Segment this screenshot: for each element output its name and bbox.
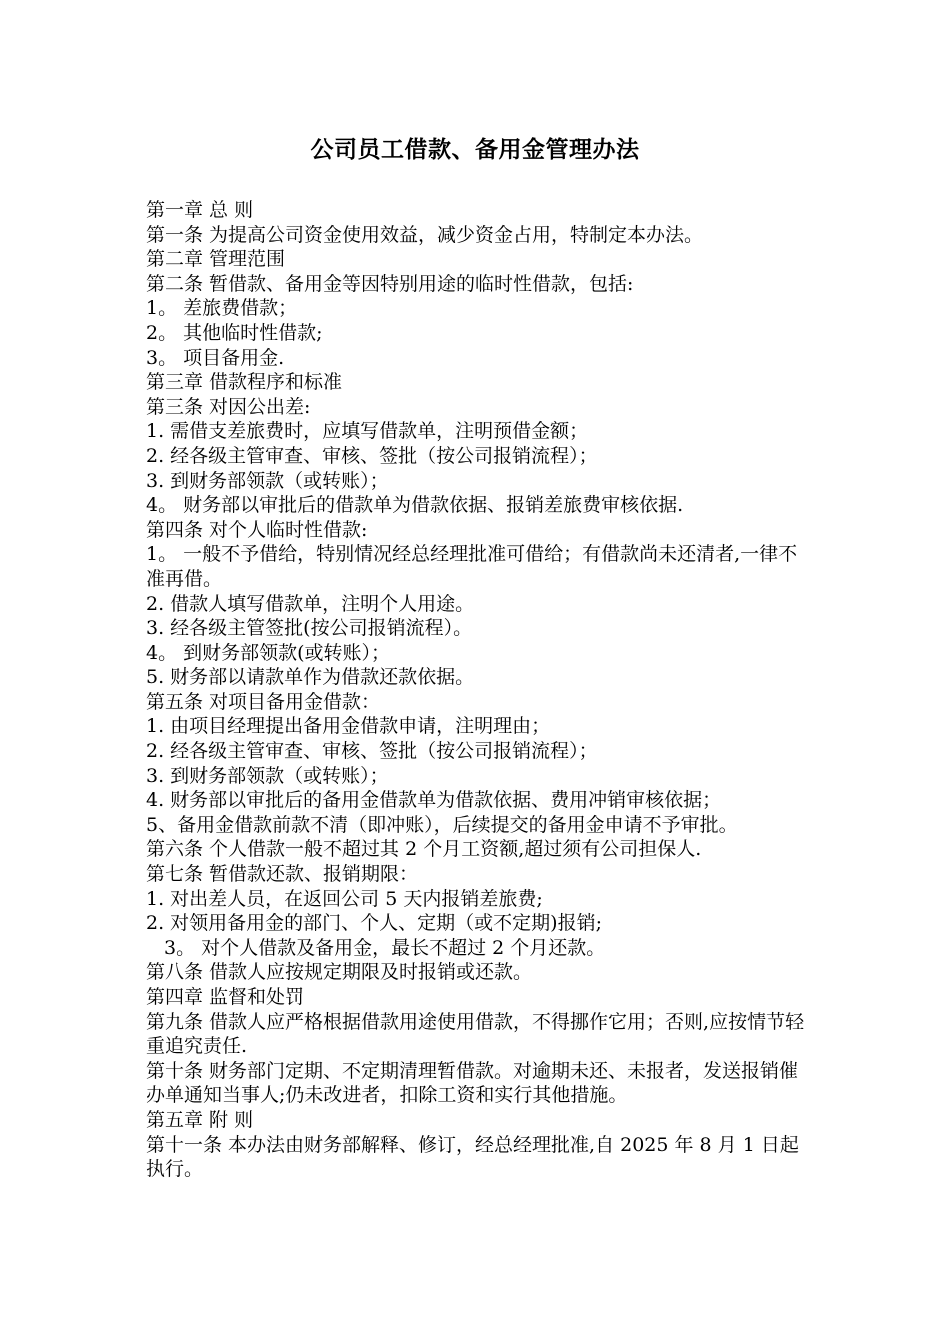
article-paragraph: 第一条 为提高公司资金使用效益，减少资金占用，特制定本办法。	[146, 223, 704, 246]
list-item: 1。 一般不予借给，特别情况经总经理批准可借给；有借款尚未还清者,一律不准再借。	[146, 543, 798, 590]
chapter-heading: 第三章 借款程序和标准	[146, 371, 343, 394]
list-item: 2. 对领用备用金的部门、个人、定期（或不定期)报销;	[146, 912, 602, 935]
list-item: 5. 财务部以请款单作为借款还款依据。	[146, 666, 475, 689]
chapter-heading: 第四章 监督和处罚	[146, 986, 305, 1008]
document-body	[146, 198, 810, 1182]
list-item: 3。 对个人借款及备用金，最长不超过 2 个月还款。	[164, 936, 606, 959]
list-item: 1. 由项目经理提出备用金借款申请，注明理由；	[146, 715, 551, 738]
list-item: 1。 差旅费借款；	[146, 297, 298, 320]
list-item: 3. 到财务部领款（或转账）；	[146, 469, 389, 492]
article-paragraph: 第五条 对项目备用金借款：	[146, 690, 381, 713]
list-item: 3. 经各级主管签批(按公司报销流程）。	[146, 617, 473, 640]
list-item: 2. 借款人填写借款单，注明个人用途。	[146, 592, 475, 615]
chapter-heading: 第二章 管理范围	[146, 248, 286, 271]
article-paragraph: 第十条 财务部门定期、不定期清理暂借款。对逾期未还、未报者，发送报销催办单通知当事人;仍未改进者，扣除工资和实行其他措施。	[146, 1059, 799, 1107]
list-item: 4。 到财务部领款(或转账）；	[146, 641, 391, 664]
article-paragraph: 第三条 对因公出差:	[146, 395, 311, 418]
list-item: 1. 需借支差旅费时，应填写借款单，注明预借金额；	[146, 420, 589, 443]
article-paragraph: 第七条 暂借款还款、报销期限：	[146, 863, 419, 886]
list-item: 3。 项目备用金.	[146, 346, 285, 369]
chapter-heading: 第五章 附 则	[146, 1108, 254, 1131]
list-item: 4。 财务部以审批后的借款单为借款依据、报销差旅费审核依据.	[146, 494, 684, 517]
article-paragraph: 第十一条 本办法由财务部解释、修订，经总经理批准,自 2025 年 8 月 1 日起执行。	[146, 1133, 799, 1181]
article-paragraph: 第六条 个人借款一般不超过其 2 个月工资额,超过须有公司担保人.	[146, 838, 702, 861]
article-paragraph: 第四条 对个人临时性借款:	[146, 518, 368, 541]
list-item: 1. 对出差人员，在返回公司 5 天内报销差旅费;	[146, 887, 543, 910]
article-paragraph: 第八条 借款人应按规定期限及时报销或还款。	[146, 961, 533, 984]
list-item: 2. 经各级主管审查、审核、签批（按公司报销流程）；	[146, 444, 598, 467]
list-item: 5、备用金借款前款不清（即冲账），后续提交的备用金申请不予审批。	[146, 813, 738, 836]
chapter-heading: 第一章 总 则	[146, 199, 254, 221]
list-item: 4. 财务部以审批后的备用金借款单为借款依据、费用冲销审核依据；	[146, 789, 722, 812]
article-paragraph: 第九条 借款人应严格根据借款用途使用借款，不得挪作它用；否则,应按情节轻重追究责任.	[146, 1010, 805, 1058]
list-item: 2。 其他临时性借款;	[146, 321, 323, 344]
document-title: 公司员工借款、备用金管理办法	[310, 137, 640, 163]
article-paragraph: 第二条 暂借款、备用金等因特别用途的临时性借款，包括:	[146, 272, 634, 295]
list-item: 2. 经各级主管审查、审核、签批（按公司报销流程）；	[146, 740, 598, 763]
list-item: 3. 到财务部领款（或转账）；	[146, 764, 389, 787]
